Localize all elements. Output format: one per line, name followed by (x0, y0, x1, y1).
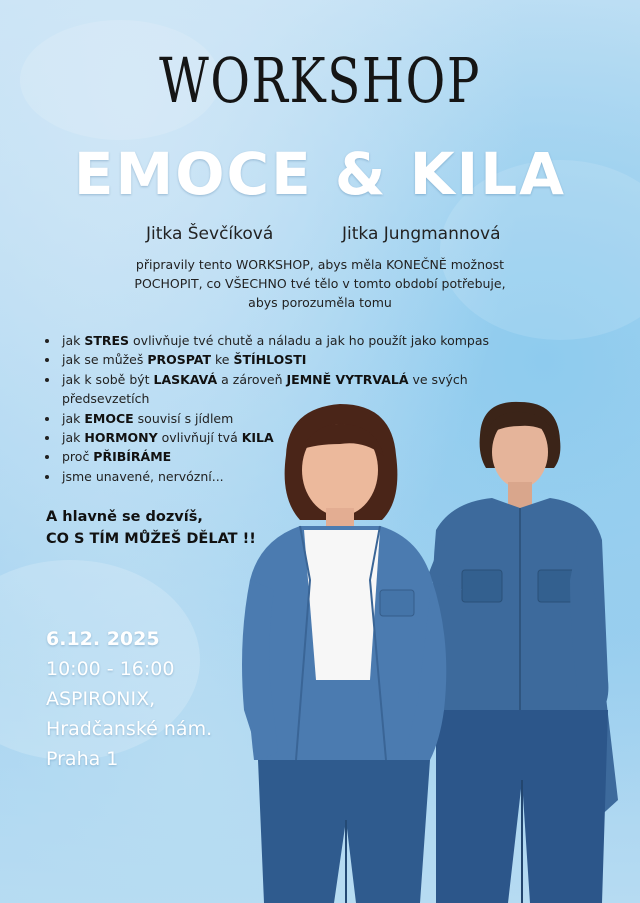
topic-emphasis: KILA (241, 430, 274, 446)
cta-line: CO S TÍM MŮŽEŠ DĚLAT !! (46, 531, 256, 547)
topic-emphasis: HORMONY (84, 430, 158, 446)
topic-emphasis: EMOCE (84, 410, 134, 426)
presenters-photo (230, 380, 640, 903)
cta-line: A hlavně se dozvíš, (46, 509, 203, 525)
topic-text: ovlivňuje tvé chutě a náladu a jak ho použít jako kompas (129, 333, 490, 348)
intro-line: POCHOPIT, co VŠECHNO tvé tělo v tomto období potřebuje, (134, 276, 506, 291)
intro-line: abys porozuměla tomu (248, 295, 392, 310)
event-address: Hradčanské nám. (46, 718, 213, 740)
event-venue: ASPIRONIX, (46, 688, 156, 710)
poster-title: WORKSHOP (159, 44, 481, 117)
topic-text: jak (62, 333, 85, 348)
topic-text: a zároveň (217, 371, 287, 387)
event-time: 10:00 - 16:00 (46, 658, 175, 680)
event-date: 6.12. 2025 (46, 628, 160, 650)
presenter-left-figure (242, 404, 446, 903)
topic-list-item (60, 331, 530, 350)
author-name: Jitka Jungmannová (342, 224, 501, 244)
topic-list-item (60, 350, 530, 369)
topic-text: souvisí s jídlem (133, 410, 234, 426)
presenter-right-figure (426, 402, 618, 903)
topic-text: jak k sobě být (62, 371, 154, 387)
topic-emphasis: PŘIBÍRÁME (93, 449, 172, 465)
topic-text: jak (62, 410, 85, 426)
author-name: Jitka Ševčíková (146, 224, 274, 244)
topic-emphasis: LASKAVÁ (153, 371, 218, 387)
topic-text: ke (211, 352, 234, 368)
topic-emphasis: JEMNĚ VYTRVALÁ (286, 371, 409, 387)
topic-text: ve svých předsevzetích (62, 371, 468, 407)
topic-text: ovlivňují tvá (157, 430, 242, 446)
poster-subtitle: EMOCE & KILA (73, 140, 567, 208)
intro-line: připravily tento WORKSHOP, abys měla KONEČNĚ možnost (135, 257, 505, 272)
topic-text: proč (62, 449, 94, 465)
topic-emphasis: ŠTÍHLOSTI (233, 352, 307, 368)
topic-text: jsme unavené, nervózní... (62, 468, 224, 484)
intro-text (100, 255, 540, 312)
topic-text: jak se můžeš (62, 352, 148, 368)
topic-emphasis: STRES (84, 333, 130, 348)
event-city: Praha 1 (46, 748, 119, 770)
topic-emphasis: PROSPAT (147, 352, 212, 368)
topic-text: jak (62, 430, 85, 446)
